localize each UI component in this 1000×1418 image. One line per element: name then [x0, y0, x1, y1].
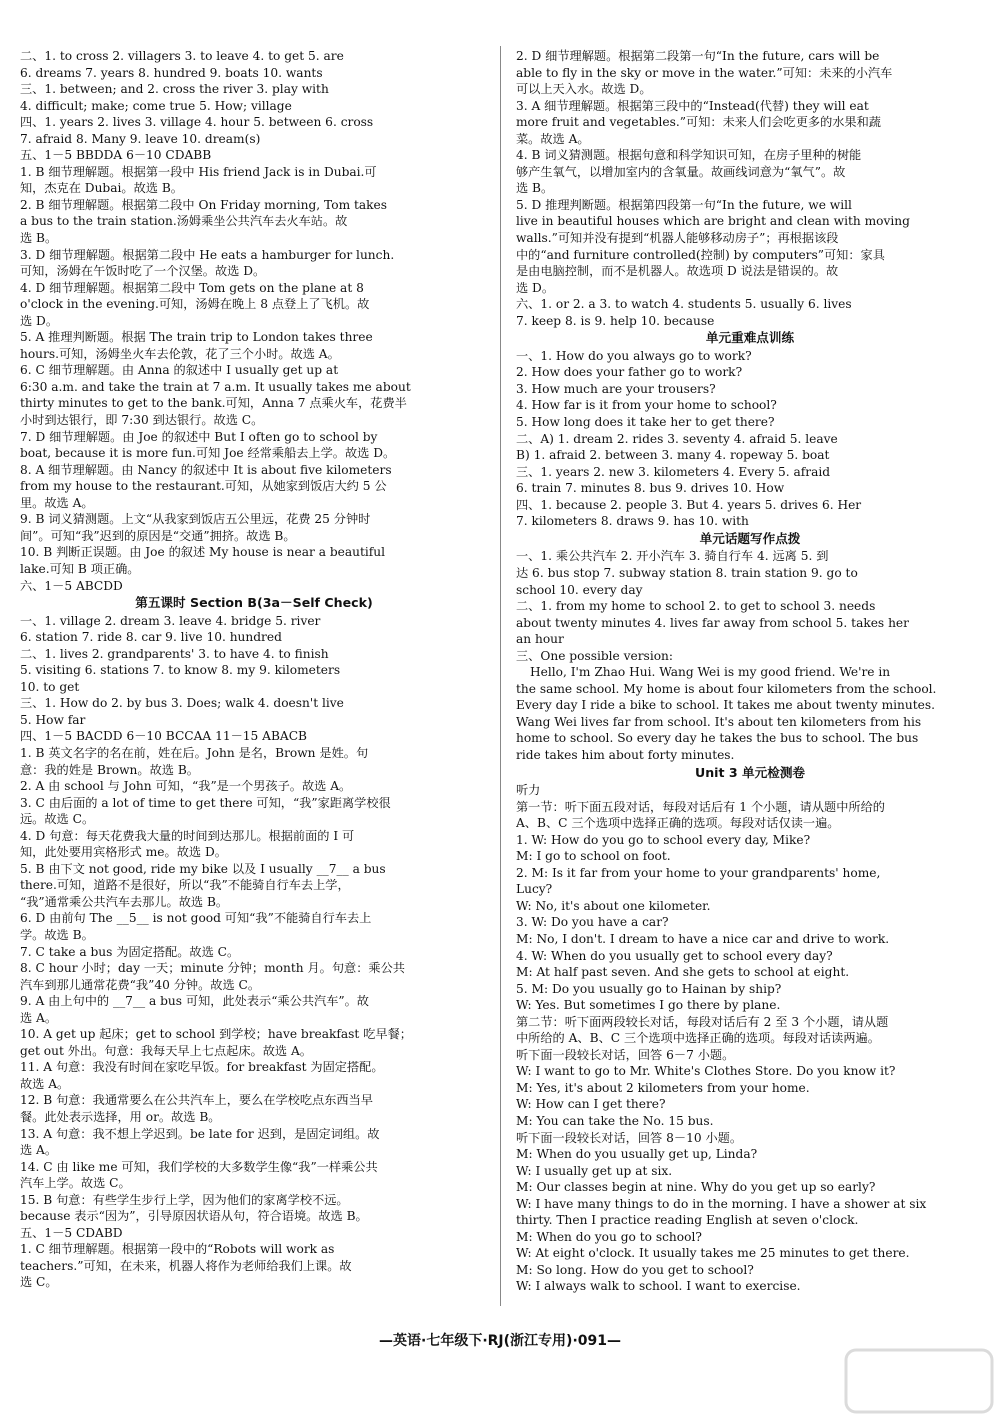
text-line: 1. B 细节理解题。根据第一段中 His friend Jack is in Dubai.可: [20, 164, 377, 179]
text-line: 6. dreams 7. years 8. hundred 9. boats 10. wants: [20, 65, 323, 80]
text-line: 4. difficult; make; come true 5. How; village: [20, 98, 292, 113]
left-column: [20, 48, 488, 1291]
text-line: thirty. Then I practice reading English at seven o'clock.: [516, 1213, 859, 1228]
text-line: M: No, I don't. I dream to have a nice car and drive to work.: [516, 931, 890, 946]
text-line: M: When do you go to school?: [516, 1229, 702, 1244]
text-line: M: At half past seven. And she gets to school at eight.: [516, 965, 850, 980]
text-line: 选 B。: [20, 231, 58, 246]
text-line: 3. C 由后面的 a lot of time to get there 可知，“我”家距离学校很: [20, 795, 391, 810]
text-line: 远。故选 C。: [20, 812, 95, 827]
text-line: 六、1－5 ABCDD: [20, 578, 123, 593]
text-line: 五、1－5 CDABD: [20, 1225, 123, 1240]
text-line: 四、1－5 BACDD 6－10 BCCAA 11－15 ABACB: [20, 729, 307, 744]
text-line: 7. D 细节理解题。由 Joe 的叙述中 But I often go to school by: [20, 429, 378, 444]
text-line: Wang Wei lives far from school. It's about ten kilometers from his: [516, 714, 922, 729]
text-line: 8. A 细节理解题。由 Nancy 的叙述中 It is about five kilometers: [20, 462, 392, 477]
text-line: 7. C take a bus 为固定搭配。故选 C。: [20, 944, 240, 959]
watermark-logo: [844, 1346, 994, 1416]
text-line: 知，此处要用宾格形式 me。故选 D。: [20, 845, 227, 860]
text-line: 听下面一段较长对话，回答 8－10 小题。: [516, 1130, 743, 1145]
text-line: W: I have many things to do in the morning. I have a shower at six: [516, 1196, 927, 1211]
text-line: 6. C 细节理解题。由 Anna 的叙述中 I usually get up at: [20, 363, 339, 378]
text-line: 汽车上学。故选 C。: [20, 1176, 131, 1191]
text-line: 中所给的 A、B、C 三个选项中选择正确的选项。每段对话读两遍。: [516, 1031, 880, 1046]
text-line: 选 A。: [20, 1010, 58, 1025]
text-line: 3. W: Do you have a car?: [516, 915, 669, 930]
text-line: 2. M: Is it far from your home to your grandparents' home,: [516, 865, 881, 880]
text-line: 15. B 句意：有些学生步行上学，因为他们的家离学校不远。: [20, 1192, 349, 1207]
text-line: 2. A 由 school 与 John 可知，“我”是一个男孩子。故选 A。: [20, 779, 352, 794]
text-line: M: You can take the No. 15 bus.: [516, 1114, 714, 1128]
text-line: 够产生氧气，以增加室内的含氧量。故画线词意为“氧气”。故: [516, 164, 846, 179]
text-line: thirty minutes to get to the bank.可知，Anna 7 点乘火车，花费半: [20, 396, 407, 411]
text-line: 2. How does your father go to work?: [516, 365, 743, 380]
text-line: 意：我的姓是 Brown。故选 B。: [20, 762, 199, 777]
text-line: 选 B。: [516, 181, 554, 196]
text-line: 10. to get: [20, 679, 80, 694]
text-line: 四、1. years 2. lives 3. village 4. hour 5. between 6. cross: [20, 115, 374, 130]
text-line: because 表示“因为”，引导原因状语从句，符合语境。故选 B。: [20, 1209, 368, 1224]
text-line: 学。故选 B。: [20, 927, 94, 942]
text-line: 二、A) 1. dream 2. rides 3. seventy 4. afraid 5. leave: [516, 431, 838, 446]
text-line: about twenty minutes 4. lives far away from school 5. takes her: [516, 615, 909, 630]
text-line: 5. How long does it take her to get there?: [516, 415, 775, 430]
text-line: get out 外出。句意：我每天早上七点起床。故选 A。: [20, 1043, 312, 1058]
text-line: 12. B 句意：我通常要么在公共汽车上，要么在学校吃点东西当早: [20, 1093, 373, 1108]
text-line: 二、1. to cross 2. villagers 3. to leave 4. to get 5. are: [20, 49, 344, 63]
text-line: 可知，汤姆在午饭时吃了一个汉堡。故选 D。: [20, 264, 266, 279]
text-line: 5. How far: [20, 712, 86, 727]
text-line: 4. D 细节理解题。根据第二段中 Tom gets on the plane at 8: [20, 280, 364, 295]
text-line: 是由电脑控制，而不是机器人。故选项 D 说法是错误的。故: [516, 264, 839, 279]
text-line: 达 6. bus stop 7. subway station 8. train station 9. go to: [516, 565, 858, 580]
text-line: 小时到达银行，即 7:30 到达银行。故选 C。: [20, 413, 264, 428]
text-line: 选 D。: [20, 313, 59, 328]
text-line: W: How can I get there?: [516, 1097, 666, 1112]
text-line: Every day I ride a bike to school. It takes me about twenty minutes.: [516, 698, 935, 713]
column-divider: [500, 46, 501, 1306]
text-line: 5. visiting 6. stations 7. to know 8. my 9. kilometers: [20, 663, 341, 678]
text-line: 一、1. 乘公共汽车 2. 开小汽车 3. 骑自行车 4. 远离 5. 到: [516, 549, 829, 564]
right-column: [516, 48, 984, 1295]
text-line: 选 D。: [516, 280, 555, 295]
text-line: 三、1. between; and 2. cross the river 3. play with: [20, 82, 329, 97]
text-line: 一、1. How do you always go to work?: [516, 348, 752, 363]
text-line: 11. A 句意：我没有时间在家吃早饭。for breakfast 为固定搭配。: [20, 1060, 384, 1075]
text-line: 2. B 细节理解题。根据第二段中 On Friday morning, Tom takes: [20, 197, 388, 212]
text-line: ride takes him about forty minutes.: [516, 747, 735, 762]
section-heading: 单元重难点训练: [705, 330, 795, 346]
text-line: 六、1. or 2. a 3. to watch 4. students 5. usually 6. lives: [516, 297, 852, 312]
section-heading: Unit 3 单元检测卷: [694, 764, 806, 780]
text-line: 5. M: Do you usually go to Hainan by ship?: [516, 981, 782, 996]
text-line: 第一节：听下面五段对话，每段对话后有 1 个小题，请从题中所给的: [516, 799, 885, 814]
text-line: 2. D 细节理解题。根据第二段第一句“In the future, cars will be: [516, 49, 880, 63]
text-line: school 10. every day: [516, 582, 643, 597]
text-line: 5. B 由下文 not good, ride my bike 以及 I usually __7__ a bus: [20, 861, 386, 876]
text-line: W: No, it's about one kilometer.: [516, 898, 711, 913]
text-line: 6:30 a.m. and take the train at 7 a.m. It usually takes me about: [20, 379, 411, 394]
text-line: 听下面一段较长对话，回答 6－7 小题。: [516, 1047, 735, 1062]
text-line: 1. C 细节理解题。根据第一段中的“Robots will work as: [20, 1242, 335, 1257]
text-line: W: At eight o'clock. It usually takes me 25 minutes to get there.: [516, 1246, 910, 1261]
text-line: 三、1. years 2. new 3. kilometers 4. Every 5. afraid: [516, 464, 831, 479]
text-line: 6. station 7. ride 8. car 9. live 10. hundred: [20, 630, 282, 645]
text-line: an hour: [516, 632, 564, 647]
text-line: 三、One possible version:: [516, 648, 674, 663]
text-line: boat, because it is more fun.可知 Joe 经常乘船去上学。故选 D。: [20, 446, 396, 461]
text-line: 7. keep 8. is 9. help 10. because: [516, 313, 715, 328]
text-line: 7. kilometers 8. draws 9. has 10. with: [516, 514, 749, 529]
text-line: Hello, I'm Zhao Hui. Wang Wei is my good friend. We're in: [530, 665, 891, 680]
text-line: 汽车到那儿通常花费“我”40 分钟。故选 C。: [20, 977, 261, 992]
text-line: 故选 A。: [20, 1076, 70, 1091]
text-line: W: I usually get up at six.: [516, 1163, 673, 1178]
text-line: W: I want to go to Mr. White's Clothes Store. Do you know it?: [516, 1064, 896, 1079]
section-heading: 单元话题写作点拨: [699, 530, 801, 546]
text-line: 第二节：听下面两段较长对话，每段对话后有 2 至 3 个小题，请从题: [516, 1014, 889, 1029]
text-line: 选 A。: [20, 1143, 58, 1158]
text-line: “我”通常乘公共汽车去那儿。故选 B。: [20, 894, 229, 909]
text-line: lake.可知 B 项正确。: [20, 561, 140, 576]
page-footer: —英语·七年级下·RJ(浙江专用)·091—: [379, 1333, 621, 1349]
text-line: 间”。可知“我”迟到的原因是“交通”拥挤。故选 B。: [20, 528, 296, 543]
text-line: 1. B 英文名字的名在前，姓在后。John 是名，Brown 是姓。句: [20, 745, 369, 760]
text-line: from my house to the restaurant.可知，从她家到饭店大约 5 公: [20, 479, 387, 494]
text-line: 5. A 推理判断题。根据 The train trip to London takes three: [20, 330, 373, 345]
text-line: 菜。故选 A。: [516, 131, 590, 146]
text-line: 3. A 细节理解题。根据第三段中的“Instead(代替) they will eat: [516, 98, 869, 113]
text-line: 8. C hour 小时；day 一天；minute 分钟；month 月。句意：乘公共: [20, 961, 405, 976]
text-line: 5. D 推理判断题。根据第四段第一句“In the future, we will: [516, 197, 852, 212]
text-line: 知，杰克在 Dubai。故选 B。: [20, 181, 183, 196]
text-line: W: I always walk to school. I want to exercise.: [516, 1279, 801, 1294]
text-line: teachers.”可知，在未来，机器人将作为老师给我们上课。故: [20, 1258, 352, 1273]
text-line: 9. A 由上句中的 __7__ a bus 可知，此处表示“乘公共汽车”。故: [20, 994, 369, 1009]
text-line: 4. W: When do you usually get to school every day?: [516, 948, 833, 963]
text-line: Lucy?: [516, 882, 553, 897]
text-line: live in beautiful houses which are bright and clean with moving: [516, 214, 910, 229]
text-line: M: Our classes begin at nine. Why do you get up so early?: [516, 1180, 876, 1195]
text-line: 中的“and furniture controlled(控制) by computers”可知：家具: [516, 247, 885, 262]
text-line: 13. A 句意：我不想上学迟到。be late for 迟到，是固定词组。故: [20, 1126, 380, 1141]
text-line: 7. afraid 8. Many 9. leave 10. dream(s): [20, 131, 261, 146]
text-line: 听力: [516, 783, 541, 798]
text-line: 可以上天入水。故选 D。: [516, 82, 652, 97]
text-line: W: Yes. But sometimes I go there by plane.: [516, 998, 781, 1013]
text-line: 3. How much are your trousers?: [516, 381, 716, 396]
text-line: M: So long. How do you get to school?: [516, 1262, 754, 1277]
text-line: 选 C。: [20, 1275, 58, 1290]
text-line: 餐。此处表示选择，用 or。故选 B。: [20, 1110, 221, 1124]
text-line: 四、1. because 2. people 3. But 4. years 5. drives 6. Her: [516, 497, 862, 512]
text-line: B) 1. afraid 2. between 3. many 4. ropeway 5. boat: [516, 448, 830, 463]
text-line: 6. D 由前句 The __5__ is not good 可知“我”不能骑自行车去上: [20, 911, 372, 926]
text-line: 3. D 细节理解题。根据第二段中 He eats a hamburger for lunch.: [20, 247, 395, 262]
text-line: 10. A get up 起床；get to school 到学校；have breakfast 吃早餐；: [20, 1027, 412, 1042]
text-line: 三、1. How do 2. by bus 3. Does; walk 4. doesn't live: [20, 696, 344, 711]
text-line: there.可知，道路不是很好，所以“我”不能骑自行车去上学，: [20, 878, 350, 893]
text-line: 一、1. village 2. dream 3. leave 4. bridge 5. river: [20, 613, 321, 628]
text-line: more fruit and vegetables.”可知：未来人们会吃更多的水果和蔬: [516, 115, 881, 130]
text-line: A、B、C 三个选项中选择正确的选项。每段对话仅读一遍。: [516, 816, 840, 831]
text-line: the same school. My home is about four kilometers from the school.: [516, 681, 937, 696]
text-line: 4. B 词义猜测题。根据句意和科学知识可知，在房子里种的树能: [516, 148, 862, 163]
text-line: o'clock in the evening.可知，汤姆在晚上 8 点登上了飞机。故: [20, 297, 370, 312]
section-heading: 第五课时 Section B(3a－Self Check): [135, 595, 373, 611]
text-line: M: When do you usually get up, Linda?: [516, 1147, 758, 1162]
text-line: 14. C 由 like me 可知，我们学校的大多数学生像“我”一样乘公共: [20, 1159, 378, 1174]
text-line: M: I go to school on foot.: [516, 849, 671, 864]
text-line: walls.”可知并没有提到“机器人能够移动房子”；再根据该段: [516, 231, 839, 246]
text-line: 二、1. lives 2. grandparents' 3. to have 4. to finish: [20, 646, 329, 661]
text-line: M: Yes, it's about 2 kilometers from your home.: [516, 1080, 810, 1095]
text-line: 二、1. from my home to school 2. to get to school 3. needs: [516, 599, 876, 614]
text-line: 6. train 7. minutes 8. bus 9. drives 10. How: [516, 481, 785, 496]
text-line: 9. B 词义猜测题。上文“从我家到饭店五公里远，花费 25 分钟时: [20, 512, 371, 527]
text-line: 10. B 判断正误题。由 Joe 的叙述 My house is near a beautiful: [20, 545, 386, 560]
text-line: 4. How far is it from your home to school?: [516, 398, 777, 413]
text-line: able to fly in the sky or move in the water.”可知：未来的小汽车: [516, 65, 893, 80]
text-line: a bus to the train station.汤姆乘坐公共汽车去火车站。故: [20, 214, 348, 229]
text-line: 4. D 句意：每天花费我大量的时间到达那儿。根据前面的 I 可: [20, 828, 355, 843]
text-line: 1. W: How do you go to school every day, Mike?: [516, 832, 811, 847]
text-line: home to school. So every day he takes the bus to school. The bus: [516, 731, 919, 746]
text-line: hours.可知，汤姆坐火车去伦敦，花了三个小时。故选 A。: [20, 346, 340, 361]
text-line: 里。故选 A。: [20, 495, 94, 510]
text-line: 五、1－5 BBDDA 6－10 CDABB: [20, 148, 212, 163]
